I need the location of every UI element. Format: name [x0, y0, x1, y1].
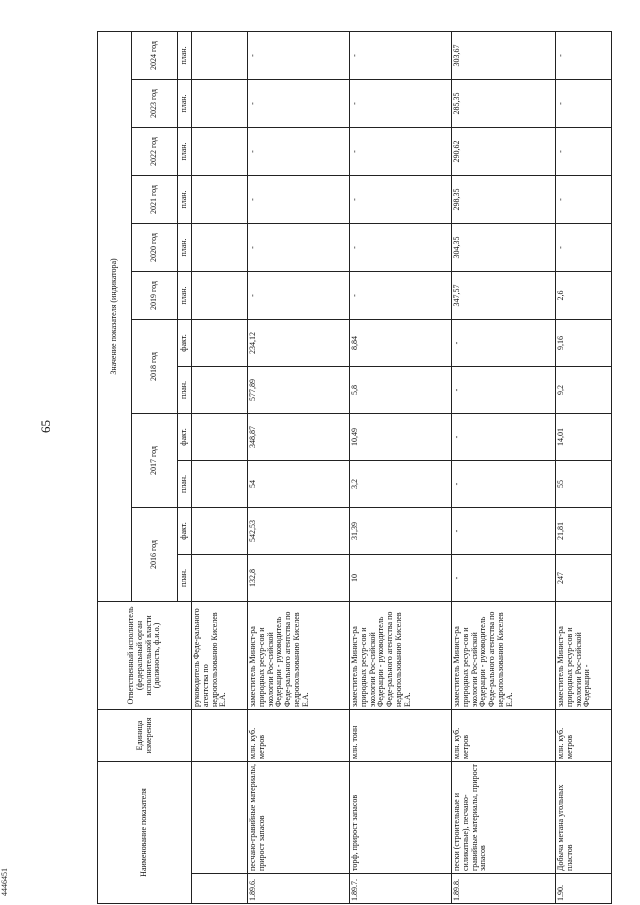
row-name: торф, прирост запасов — [350, 761, 452, 873]
cell-value — [192, 127, 248, 175]
cell-value — [192, 31, 248, 79]
cell-value: 5,8 — [350, 366, 452, 413]
cell-value — [192, 366, 248, 413]
cell-value — [192, 223, 248, 271]
cell-value — [192, 271, 248, 319]
row-unit: млн. куб. метров — [556, 709, 612, 761]
cell-value: 31,39 — [350, 507, 452, 554]
header-fact: факт. — [178, 319, 192, 366]
header-year-2021: 2021 год — [132, 175, 178, 223]
cell-value: - — [452, 319, 556, 366]
cell-value: 2,6 — [556, 271, 612, 319]
cell-value: 3,2 — [350, 460, 452, 507]
cell-value: - — [248, 79, 350, 127]
cell-value: - — [452, 554, 556, 601]
cell-value — [192, 79, 248, 127]
indicator-table-container — [97, 34, 608, 904]
header-year-2016: 2016 год — [132, 507, 178, 601]
row-number: 1.89.8. — [452, 874, 556, 904]
cell-value: 21,81 — [556, 507, 612, 554]
cell-value: 298,35 — [452, 175, 556, 223]
header-year-2019: 2019 год — [132, 271, 178, 319]
header-plan: план. — [178, 366, 192, 413]
cell-value: - — [248, 127, 350, 175]
row-name: Добыча метана угольных пластов — [556, 761, 612, 873]
cell-value: 10 — [350, 554, 452, 601]
header-year-2020: 2020 год — [132, 223, 178, 271]
indicator-table — [97, 31, 612, 904]
cell-value: 347,57 — [452, 271, 556, 319]
header-year-2017: 2017 год — [132, 413, 178, 507]
cell-value: - — [350, 79, 452, 127]
cell-value: - — [248, 31, 350, 79]
cell-value: 290,62 — [452, 127, 556, 175]
row-unit: млн. куб. метров — [248, 709, 350, 761]
row-number — [192, 874, 248, 904]
cell-value: - — [248, 223, 350, 271]
row-number: 1.89.6. — [248, 874, 350, 904]
header-indicator-name: Наименование показателя — [98, 761, 192, 903]
row-number: 1.89.7. — [350, 874, 452, 904]
header-fact: факт. — [178, 413, 192, 460]
row-responsible: руководитель Феде-рального агентства по недропользованию Киселев Е.А. — [192, 601, 248, 709]
header-plan: план. — [178, 31, 192, 79]
cell-value — [192, 413, 248, 460]
cell-value: - — [350, 223, 452, 271]
cell-value: 55 — [556, 460, 612, 507]
cell-value: 542,53 — [248, 507, 350, 554]
cell-value: 54 — [248, 460, 350, 507]
header-responsible: Ответственный исполнитель (федеральный орган исполнительной власти (должность, ф.и.о.) — [98, 601, 192, 709]
cell-value — [192, 554, 248, 601]
cell-value — [192, 507, 248, 554]
cell-value: - — [452, 507, 556, 554]
cell-value: - — [556, 127, 612, 175]
cell-value: - — [556, 175, 612, 223]
cell-value: - — [350, 271, 452, 319]
header-year-2022: 2022 год — [132, 127, 178, 175]
header-fact: факт. — [178, 507, 192, 554]
cell-value: 10,49 — [350, 413, 452, 460]
row-responsible: заместитель Минист-ра природных ресур-сов и экологии Рос-сийской Федерации - руководитель Феде-рального агентства по недропользованию Киселев Е.А. — [350, 601, 452, 709]
row-unit — [192, 709, 248, 761]
cell-value: - — [556, 223, 612, 271]
cell-value — [192, 175, 248, 223]
cell-value: 14,01 — [556, 413, 612, 460]
header-year-2018: 2018 год — [132, 319, 178, 413]
cell-value: - — [248, 271, 350, 319]
header-year-2023: 2023 год — [132, 79, 178, 127]
header-plan: план. — [178, 554, 192, 601]
table-row — [452, 31, 556, 903]
cell-value: - — [350, 31, 452, 79]
cell-value: 132,8 — [248, 554, 350, 601]
cell-value: 577,89 — [248, 366, 350, 413]
cell-value: 9,16 — [556, 319, 612, 366]
cell-value: - — [556, 79, 612, 127]
header-indicator-value: Значение показателя (индикатора) — [98, 31, 132, 601]
header-year-2024: 2024 год — [132, 31, 178, 79]
row-name — [192, 761, 248, 873]
row-unit: млн. тонн — [350, 709, 452, 761]
cell-value: 247 — [556, 554, 612, 601]
cell-value: - — [350, 175, 452, 223]
cell-value: 9,2 — [556, 366, 612, 413]
table-row — [248, 31, 350, 903]
cell-value: - — [452, 460, 556, 507]
row-unit: млн. куб. метров — [452, 709, 556, 761]
cell-value — [192, 460, 248, 507]
cell-value: - — [556, 31, 612, 79]
cell-value: 304,35 — [452, 223, 556, 271]
row-name: пески (строительные и силикатные), песчано-гравийные материалы, прирост запасов — [452, 761, 556, 873]
cell-value — [192, 319, 248, 366]
cell-value: - — [350, 127, 452, 175]
row-name: песчано-гравийные материалы, прирост запасов — [248, 761, 350, 873]
row-responsible: заместитель Минист-ра природных ресур-сов и экологии Рос-сийской Федерации - — [556, 601, 612, 709]
cell-value: 285,35 — [452, 79, 556, 127]
header-plan: план. — [178, 175, 192, 223]
header-plan: план. — [178, 223, 192, 271]
cell-value: - — [452, 413, 556, 460]
table-row — [192, 31, 248, 903]
document-code: 4446451 — [0, 868, 9, 896]
cell-value: - — [452, 366, 556, 413]
row-responsible: заместитель Минист-ра природных ресур-сов и экологии Рос-сийской Федерации - руководитель Феде-рального агентства по недропользованию Киселев Е.А. — [452, 601, 556, 709]
header-plan: план. — [178, 127, 192, 175]
row-number: 1.90. — [556, 874, 612, 904]
cell-value: 303,67 — [452, 31, 556, 79]
header-plan: план. — [178, 79, 192, 127]
table-row — [350, 31, 452, 903]
cell-value: 348,87 — [248, 413, 350, 460]
row-responsible: заместитель Минист-ра природных ресур-сов и экологии Рос-сийской Федерации - руководитель Феде-рального агентства по недропользованию Киселев Е.А. — [248, 601, 350, 709]
cell-value: 234,12 — [248, 319, 350, 366]
cell-value: - — [248, 175, 350, 223]
table-row — [556, 31, 612, 903]
page-number: 65 — [38, 420, 53, 433]
header-unit: Единица измерения — [98, 709, 192, 761]
cell-value: 8,84 — [350, 319, 452, 366]
header-plan: план. — [178, 271, 192, 319]
header-plan: план. — [178, 460, 192, 507]
